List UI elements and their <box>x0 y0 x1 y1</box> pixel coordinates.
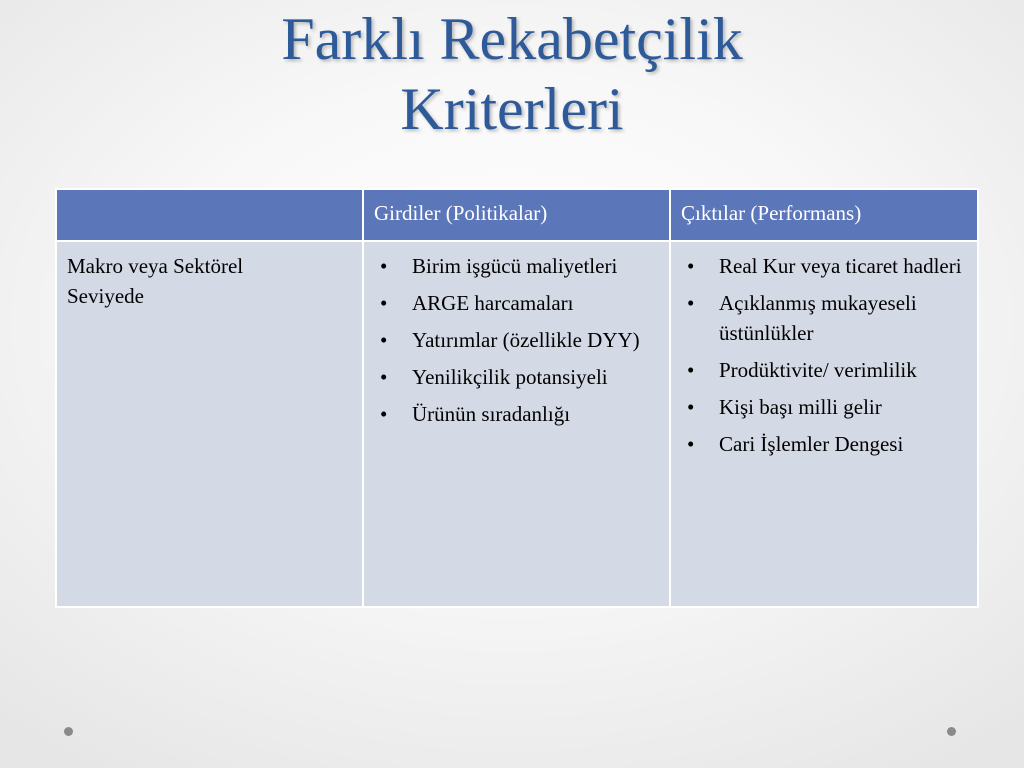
header-inputs: Girdiler (Politikalar) <box>363 189 670 241</box>
header-empty-cell <box>56 189 363 241</box>
outputs-cell <box>670 241 978 607</box>
bullet-icon: • <box>380 254 388 278</box>
list-item <box>681 392 967 422</box>
list-item-text: Real Kur veya ticaret hadleri <box>719 254 962 278</box>
list-item-text: Yatırımlar (özellikle DYY) <box>412 328 640 352</box>
list-item-text: Açıklanmış mukayeseli üstünlükler <box>719 291 917 345</box>
decorative-dot-right-icon <box>947 727 956 736</box>
row-label-cell <box>56 241 363 607</box>
page-title <box>0 4 1024 144</box>
row-label-line-1: Makro veya Sektörel <box>67 254 244 278</box>
inputs-cell <box>363 241 670 607</box>
list-item-text: Birim işgücü maliyetleri <box>412 254 618 278</box>
bullet-icon: • <box>687 395 695 419</box>
bullet-icon: • <box>687 254 695 278</box>
list-item-text: Yenilikçilik potansiyeli <box>412 365 608 389</box>
list-item-text: ARGE harcamaları <box>412 291 574 315</box>
list-item <box>681 251 967 281</box>
header-outputs: Çıktılar (Performans) <box>670 189 978 241</box>
outputs-list <box>681 251 967 459</box>
bullet-icon: • <box>380 328 388 352</box>
bullet-icon: • <box>380 402 388 426</box>
list-item-text: Cari İşlemler Dengesi <box>719 432 904 456</box>
bullet-icon: • <box>687 432 695 456</box>
bullet-icon: • <box>380 291 388 315</box>
list-item <box>374 399 659 429</box>
bullet-icon: • <box>687 358 695 382</box>
list-item <box>681 429 967 459</box>
table-row <box>56 241 978 607</box>
row-label-line-2: Seviyede <box>67 284 144 308</box>
list-item <box>374 288 659 318</box>
list-item-text: Prodüktivite/ verimlilik <box>719 358 917 382</box>
table-header-row <box>56 189 978 241</box>
list-item <box>374 362 659 392</box>
bullet-icon: • <box>687 291 695 315</box>
list-item <box>681 355 967 385</box>
decorative-dot-left-icon <box>64 727 73 736</box>
page-title-line-2: Kriterleri <box>400 76 624 142</box>
list-item-text: Ürünün sıradanlığı <box>412 402 571 426</box>
list-item <box>374 325 659 355</box>
list-item <box>374 251 659 281</box>
criteria-table <box>55 188 979 608</box>
list-item-text: Kişi başı milli gelir <box>719 395 882 419</box>
page-title-line-1: Farklı Rekabetçilik <box>281 6 743 72</box>
list-item <box>681 288 967 348</box>
inputs-list <box>374 251 659 429</box>
bullet-icon: • <box>380 365 388 389</box>
